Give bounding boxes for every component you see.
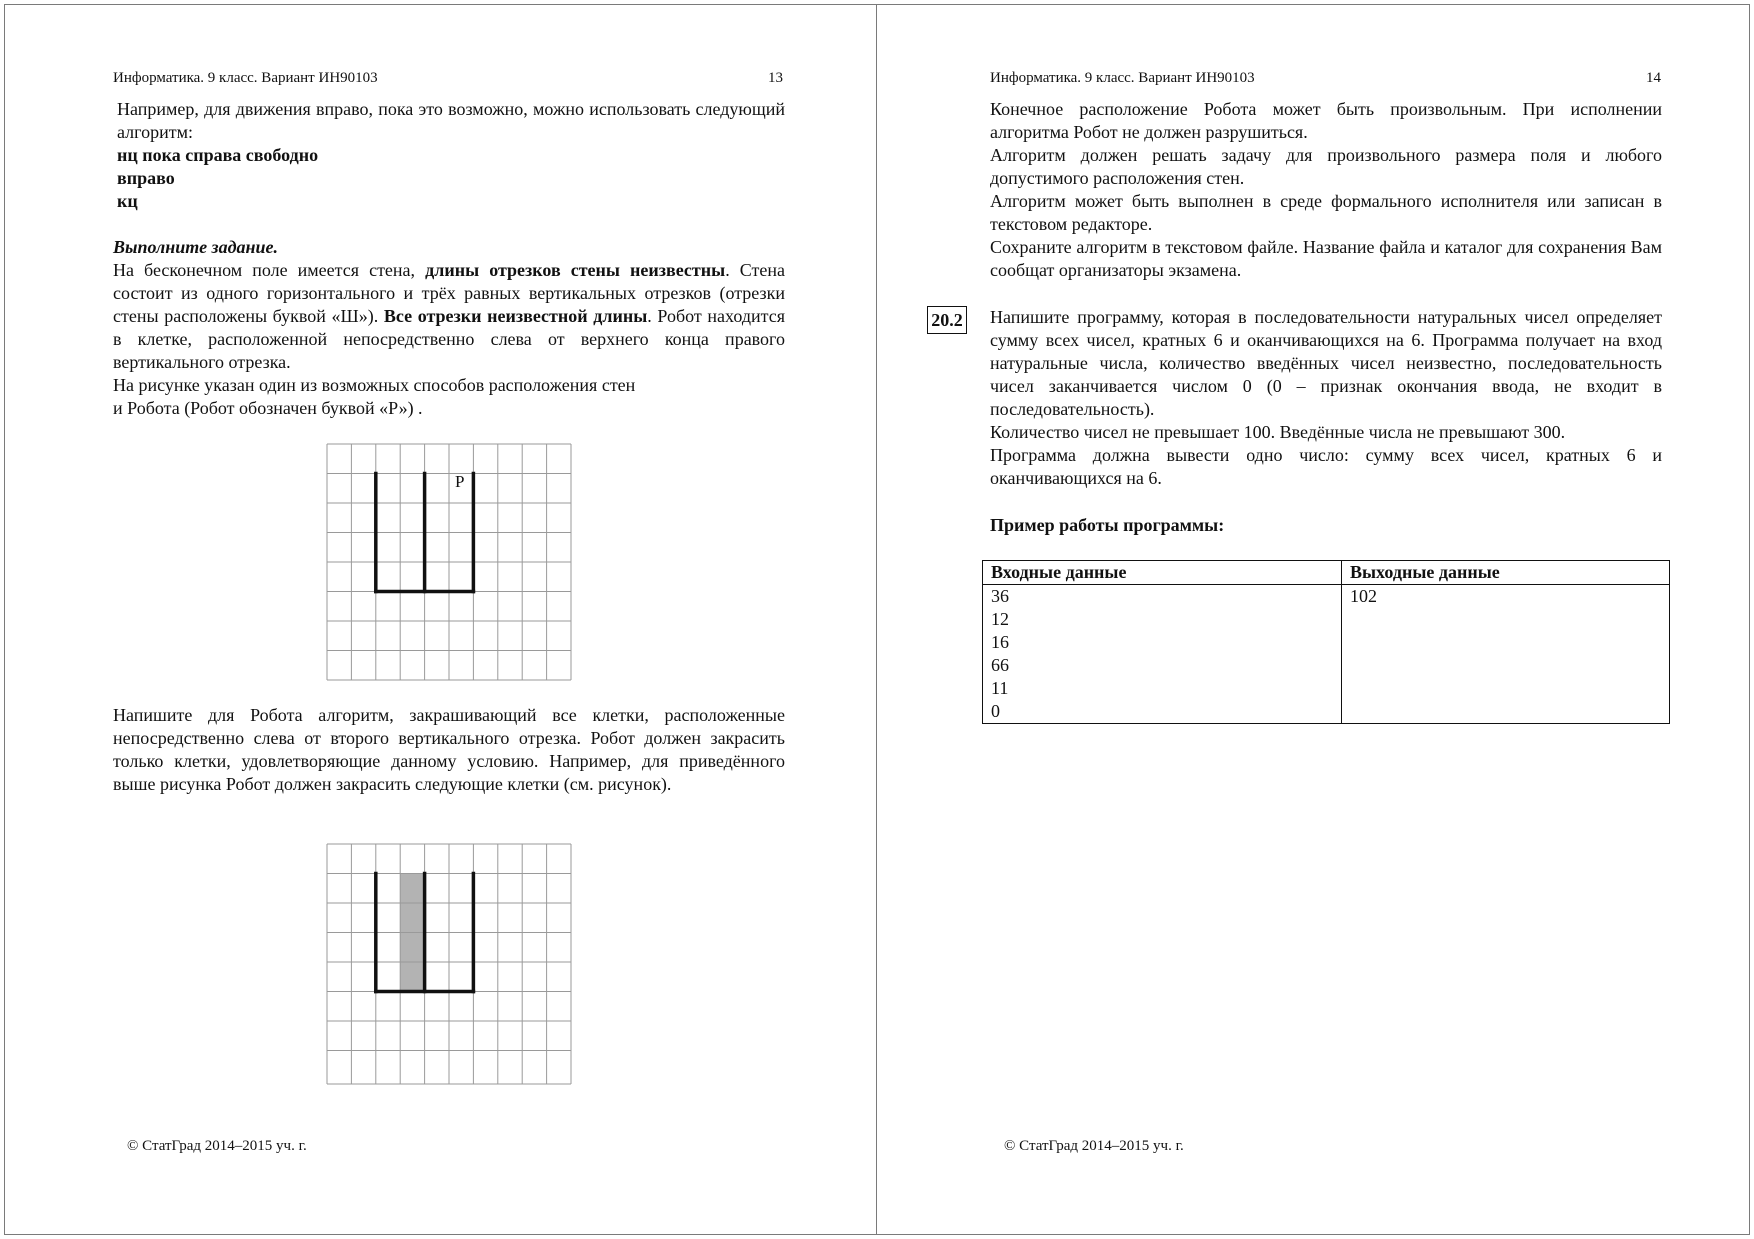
table-row [983,585,1670,724]
page-header: Информатика. 9 класс. Вариант ИН90103 [990,70,1255,86]
grid-lines [327,444,571,680]
code-block [117,144,318,213]
io-example-table [982,560,1670,724]
task-paragraph-1: На бесконечном поле имеется стена, длины отрезков стены неизвестны. Стена состоит из одного горизонтального и трёх равных вертикальных отрезков (отрезки стены расположены буквой «Ш»). Все отрезки неизвестной длины. Робот находится в клетке, расположенной непосредственно слева от верхнего конца правого вертикального отрезка. [113,260,786,372]
output-cell [1342,585,1670,724]
paragraph-1: Конечное расположение Робота может быть произвольным. При исполнении алгоритма Робот не должен разрушиться. [990,99,1662,142]
page-divider [876,4,877,1235]
left-page [0,0,876,1239]
intro-paragraph: Например, для движения вправо, пока это возможно, можно использовать следующий алгоритм: [117,99,785,142]
task-paragraph-4: Напишите для Робота алгоритм, закрашивающий все клетки, расположенные непосредственно слева от второго вертикального отрезка. Робот должен закрасить только клетки, удовлетворяющие данному условию. Например, для приведённого выше рисунка Робот должен закрасить следующие клетки (см. рисунок). [113,705,785,794]
task-heading: Выполните задание. [113,237,278,257]
output-header: Выходные данные [1342,561,1670,585]
page-header: Информатика. 9 класс. Вариант ИН90103 [113,70,378,86]
code-line: кц [117,191,138,211]
page-footer: © СтатГрад 2014–2015 уч. г. [127,1138,307,1154]
page-number: 14 [1646,70,1661,86]
input-value: 12 [991,609,1009,629]
input-value: 0 [991,701,1000,721]
code-line: нц пока справа свободно [117,145,319,165]
input-value: 66 [991,655,1009,675]
input-value: 16 [991,632,1009,652]
figure-wall-robot [325,442,573,682]
page-number: 13 [768,70,783,86]
figure-painted-cells [325,842,573,1086]
task-paragraph-2: Количество чисел не превышает 100. Введённые числа не превышают 300. [990,422,1566,442]
robot-label: Р [455,472,465,491]
output-value: 102 [1350,586,1377,606]
input-value: 36 [991,586,1009,606]
task-paragraph-3: Программа должна вывести одно число: сумму всех чисел, кратных 6 и оканчивающихся на 6. [990,445,1662,488]
paragraph-3: Алгоритм может быть выполнен в среде формального исполнителя или записан в текстовом редакторе. [990,191,1662,234]
grid-lines [327,844,571,1084]
input-value: 11 [991,678,1009,698]
input-cell [983,585,1342,724]
paragraph-4: Сохраните алгоритм в текстовом файле. Название файла и каталог для сохранения Вам сообщат организаторы экзамена. [990,237,1662,280]
example-heading: Пример работы программы: [990,515,1225,535]
code-line: вправо [117,168,175,188]
task-number-box: 20.2 [927,306,967,334]
page-footer: © СтатГрад 2014–2015 уч. г. [1004,1138,1184,1154]
input-header: Входные данные [983,561,1342,585]
paragraph-2: Алгоритм должен решать задачу для произвольного размера поля и любого допустимого расположения стен. [990,145,1662,188]
task-paragraph-1: Напишите программу, которая в последовательности натуральных чисел определяет сумму всех чисел, кратных 6 и оканчивающихся на 6. Программа получает на вход натуральные числа, количество введённых чисел неизвестно, последовательность чисел заканчивается числом 0 (0 – признак окончания ввода, не входит в последовательность). [990,307,1662,419]
table-header-row [983,561,1670,585]
task-paragraph-3: и Робота (Робот обозначен буквой «Р») . [113,398,423,418]
task-paragraph-2: На рисунке указан один из возможных способов расположения стен [113,375,636,395]
